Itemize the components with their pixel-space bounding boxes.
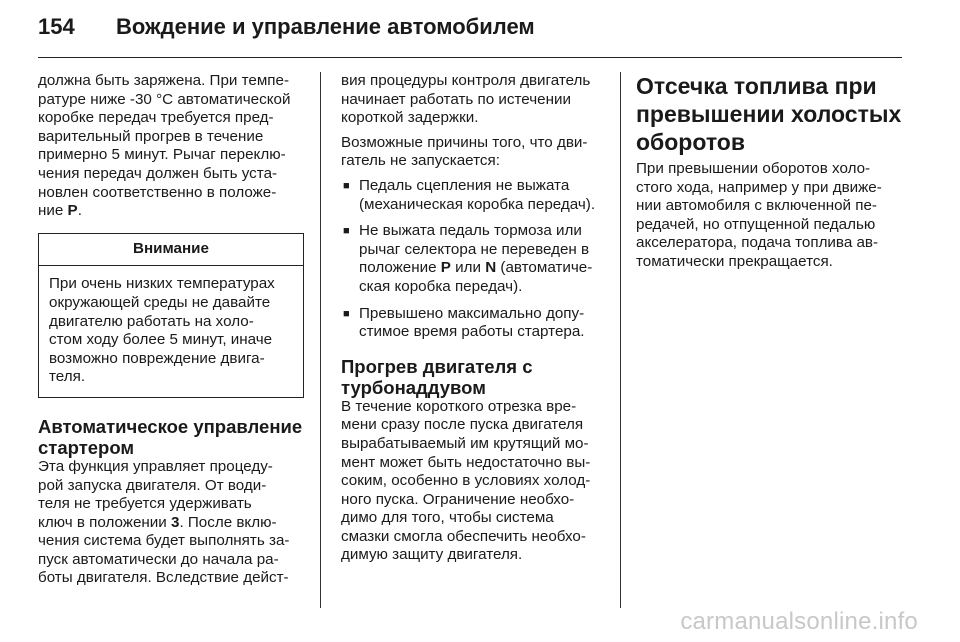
column-divider-1 — [320, 72, 321, 608]
intro-line: новлен соответственно в положе- — [38, 183, 277, 201]
body-line: редачей, но отпущенной педалью — [636, 215, 876, 233]
warning-line: стом ходу более 5 минут, иначе — [49, 331, 273, 349]
body-line: ного пуска. Ограничение необхо- — [341, 490, 575, 508]
body-line: смазки смогла обеспечить необхо- — [341, 527, 586, 545]
turbo-paragraph — [341, 398, 607, 565]
intro-line: коробке передач требуется пред- — [38, 109, 274, 127]
section-heading-auto-start — [38, 416, 304, 458]
gear-position-p: P — [67, 202, 78, 220]
body-line: димо для того, чтобы система — [341, 509, 554, 527]
heading-line: Прогрев двигателя с — [341, 355, 533, 377]
body-line: ключ в положении — [38, 513, 171, 531]
gear-position-p: P — [440, 259, 451, 277]
warning-line: двигателю работать на холо- — [49, 312, 254, 330]
body-line: мент может быть недостаточно вы- — [341, 453, 591, 471]
list-line: (автоматиче- — [496, 259, 593, 277]
body-line: акселератора, подача топлива ав- — [636, 234, 879, 252]
body-line: Эта функция управляет процеду- — [38, 457, 273, 475]
list-line: (механическая коробка передач). — [359, 195, 596, 213]
warning-box — [38, 233, 304, 398]
body-line: теля не требуется удерживать — [38, 495, 252, 513]
list-line: Не выжата педаль тормоза или — [359, 222, 582, 240]
intro-line: ние — [38, 202, 68, 220]
intro-line: варительный прогрев в течение — [38, 127, 264, 145]
list-line: Педаль сцепления не выжата — [359, 176, 570, 194]
heading-line: Автоматическое управление — [38, 415, 303, 437]
body-line: гатель не запускается: — [341, 152, 500, 170]
intro-line: чения передач должен быть уста- — [38, 164, 278, 182]
warning-line: При очень низких температурах — [49, 275, 275, 293]
list-line: ская коробка передач). — [359, 277, 523, 295]
watermark: carmanualsonline.info — [680, 608, 918, 635]
body-line: мени сразу после пуска двигателя — [341, 416, 584, 434]
warning-text — [39, 266, 303, 397]
reasons-paragraph — [341, 134, 607, 171]
intro-line: примерно 5 минут. Рычаг переклю- — [38, 146, 286, 164]
bullet-icon: ■ — [343, 179, 350, 192]
body-line: чения система будет выполнять за- — [38, 532, 290, 550]
heading-line: оборотов — [636, 129, 745, 155]
list-item — [341, 305, 607, 342]
heading-line: Отсечка топлива при — [636, 73, 877, 99]
body-line: димую защиту двигателя. — [341, 546, 523, 564]
gear-position-n: N — [485, 259, 497, 277]
column-1 — [38, 72, 304, 588]
body-line: Возможные причины того, что дви- — [341, 133, 588, 151]
page-header — [38, 14, 535, 40]
intro-line: ратуре ниже -30 °С автоматической — [38, 90, 291, 108]
continuation-paragraph — [341, 72, 607, 128]
body-line: соким, особенно в условиях холод- — [341, 472, 591, 490]
list-line: стимое время работы стартера. — [359, 323, 585, 341]
bullet-icon: ■ — [343, 307, 350, 320]
body-line: . После вклю- — [179, 513, 277, 531]
list-line: Превышено максимально допу- — [359, 304, 585, 322]
body-line: вырабатываемый им крутящий мо- — [341, 434, 589, 452]
body-line: вия процедуры контроля двигатель — [341, 72, 591, 89]
body-line: томатически прекращается. — [636, 252, 833, 270]
warning-line: возможно повреждение двига- — [49, 349, 265, 367]
intro-end: . — [77, 202, 82, 220]
list-item — [341, 177, 607, 214]
column-2 — [341, 72, 607, 565]
header-rule — [38, 57, 902, 58]
body-line: При превышении оборотов холо- — [636, 160, 871, 177]
heading-line: превышении холостых — [636, 101, 902, 127]
section-heading-fuel-cutoff — [636, 72, 906, 156]
warning-line: окружающей среды не давайте — [49, 293, 271, 311]
body-line: стого хода, например у при движе- — [636, 178, 882, 196]
page-title: Вождение и управление автомобилем — [116, 14, 535, 39]
reasons-list — [341, 177, 607, 342]
body-line: боты двигателя. Вследствие дейст- — [38, 569, 289, 587]
warning-title: Внимание — [39, 234, 303, 267]
list-line: положение — [359, 259, 441, 277]
section-heading-turbo-warmup — [341, 356, 607, 398]
list-line: или — [450, 259, 486, 277]
body-line: В течение короткого отрезка вре- — [341, 397, 577, 415]
body-line: нии автомобиля с включенной пе- — [636, 197, 877, 215]
body-line: рой запуска двигателя. От води- — [38, 476, 267, 494]
auto-start-paragraph — [38, 458, 304, 588]
page-number: 154 — [38, 14, 75, 39]
column-3 — [636, 72, 906, 272]
body-line: начинает работать по истечении — [341, 90, 571, 108]
intro-line: должна быть заряжена. При темпе- — [38, 72, 290, 89]
intro-paragraph — [38, 72, 304, 221]
body-line: короткой задержки. — [341, 109, 479, 127]
fuel-cutoff-paragraph — [636, 160, 906, 272]
list-item — [341, 222, 607, 296]
key-position-3: 3 — [170, 513, 180, 531]
list-line: рычаг селектора не переведен в — [359, 240, 590, 258]
heading-line: стартером — [38, 436, 135, 458]
bullet-icon: ■ — [343, 225, 350, 238]
column-divider-2 — [620, 72, 621, 608]
body-line: пуск автоматически до начала ра- — [38, 550, 279, 568]
warning-line: теля. — [49, 368, 86, 386]
heading-line: турбонаддувом — [341, 376, 486, 398]
